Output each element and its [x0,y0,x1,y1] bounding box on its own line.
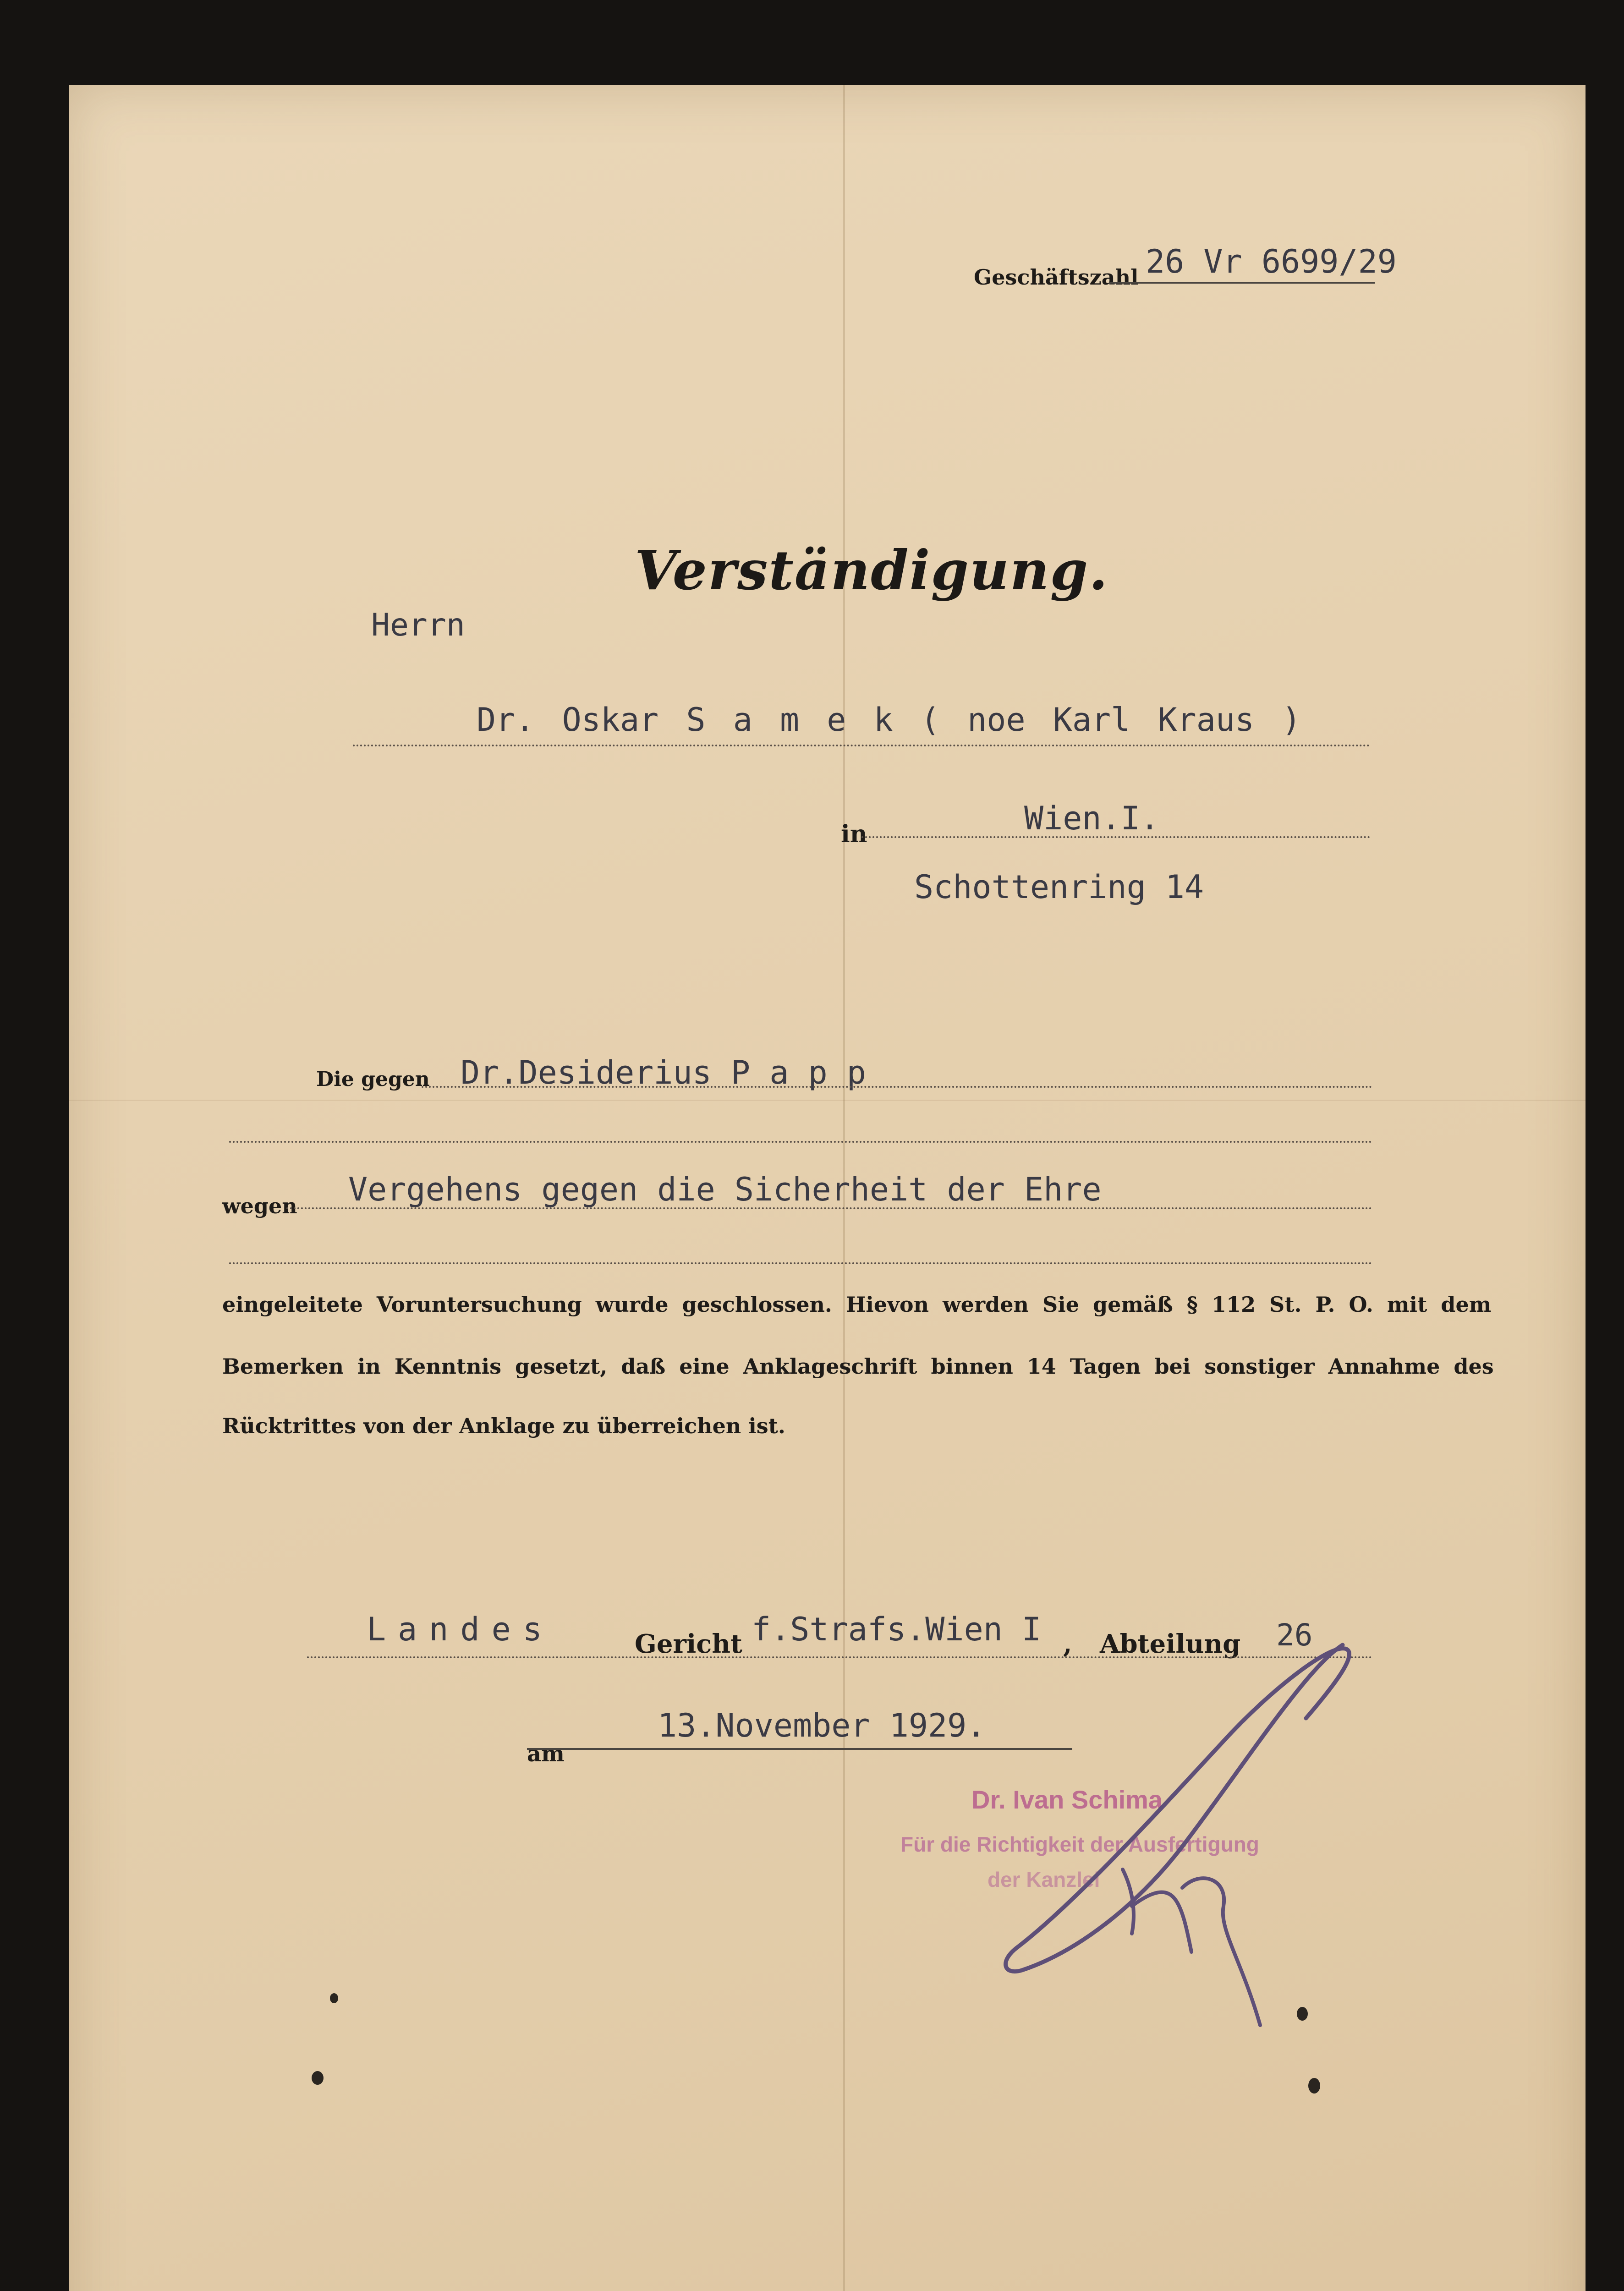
abteilung-label: Abteilung [1100,1629,1241,1659]
in-label: in [841,820,867,848]
court-prefix: Landes [367,1611,554,1648]
accused-line [422,1086,1372,1088]
gegen-label: Die gegen [316,1068,430,1091]
ink-mark [1308,2078,1320,2094]
geschaeftszahl-value: 26 Vr 6699/29 [1146,243,1397,280]
gericht-label: Gericht [635,1629,742,1659]
addressee-street: Schottenring 14 [914,868,1204,906]
paper-fold-horizontal [69,1100,1586,1101]
am-label: am [527,1741,565,1767]
offence-text: Vergehens gegen die Sicherheit der Ehre [348,1171,1102,1208]
ink-mark [1297,2007,1308,2021]
body-text-line-2: Bemerken in Kenntnis gesetzt, daß eine Anklageschrift binnen 14 Tagen bei sonstiger Annahme des [222,1354,1494,1379]
document-date: 13.November 1929. [658,1707,986,1744]
body-text-line-3: Rücktrittes von der Anklage zu überreichen ist. [222,1414,785,1438]
wegen-label: wegen [222,1194,297,1218]
court-comma: , [1063,1629,1072,1659]
blank-line [229,1141,1372,1143]
stamp-certification: Für die Richtigkeit der Ausfertigung [900,1832,1259,1856]
addressee-name-line [353,745,1370,746]
stamp-office: der Kanzlei [988,1868,1100,1891]
addressee-city: Wien.I. [1024,800,1160,837]
geschaeftszahl-label: Geschäftszahl [974,265,1139,290]
ink-mark [330,1993,338,2003]
document-title: Verständigung. [635,538,1109,602]
salutation: Herrn [371,607,465,643]
ink-mark [312,2071,324,2085]
accused-name: Dr.Desiderius P a p p [461,1054,867,1091]
blank-line [229,1262,1372,1264]
court-name: f.Strafs.Wien I [752,1611,1042,1648]
addressee-city-line [861,836,1370,838]
geschaeftszahl-underline [1109,282,1375,284]
stamp-name: Dr. Ivan Schima [971,1785,1163,1814]
body-text-line-1: eingeleitete Voruntersuchung wurde geschlossen. Hievon werden Sie gemäß § 112 St. P. O. mit dem [222,1292,1492,1317]
addressee-name: Dr. Oskar S a m e k ( noe Karl Kraus ) [477,701,1301,739]
abteilung-value: 26 [1276,1617,1313,1653]
offence-line [286,1207,1372,1209]
handwritten-signature [985,1631,1370,2030]
